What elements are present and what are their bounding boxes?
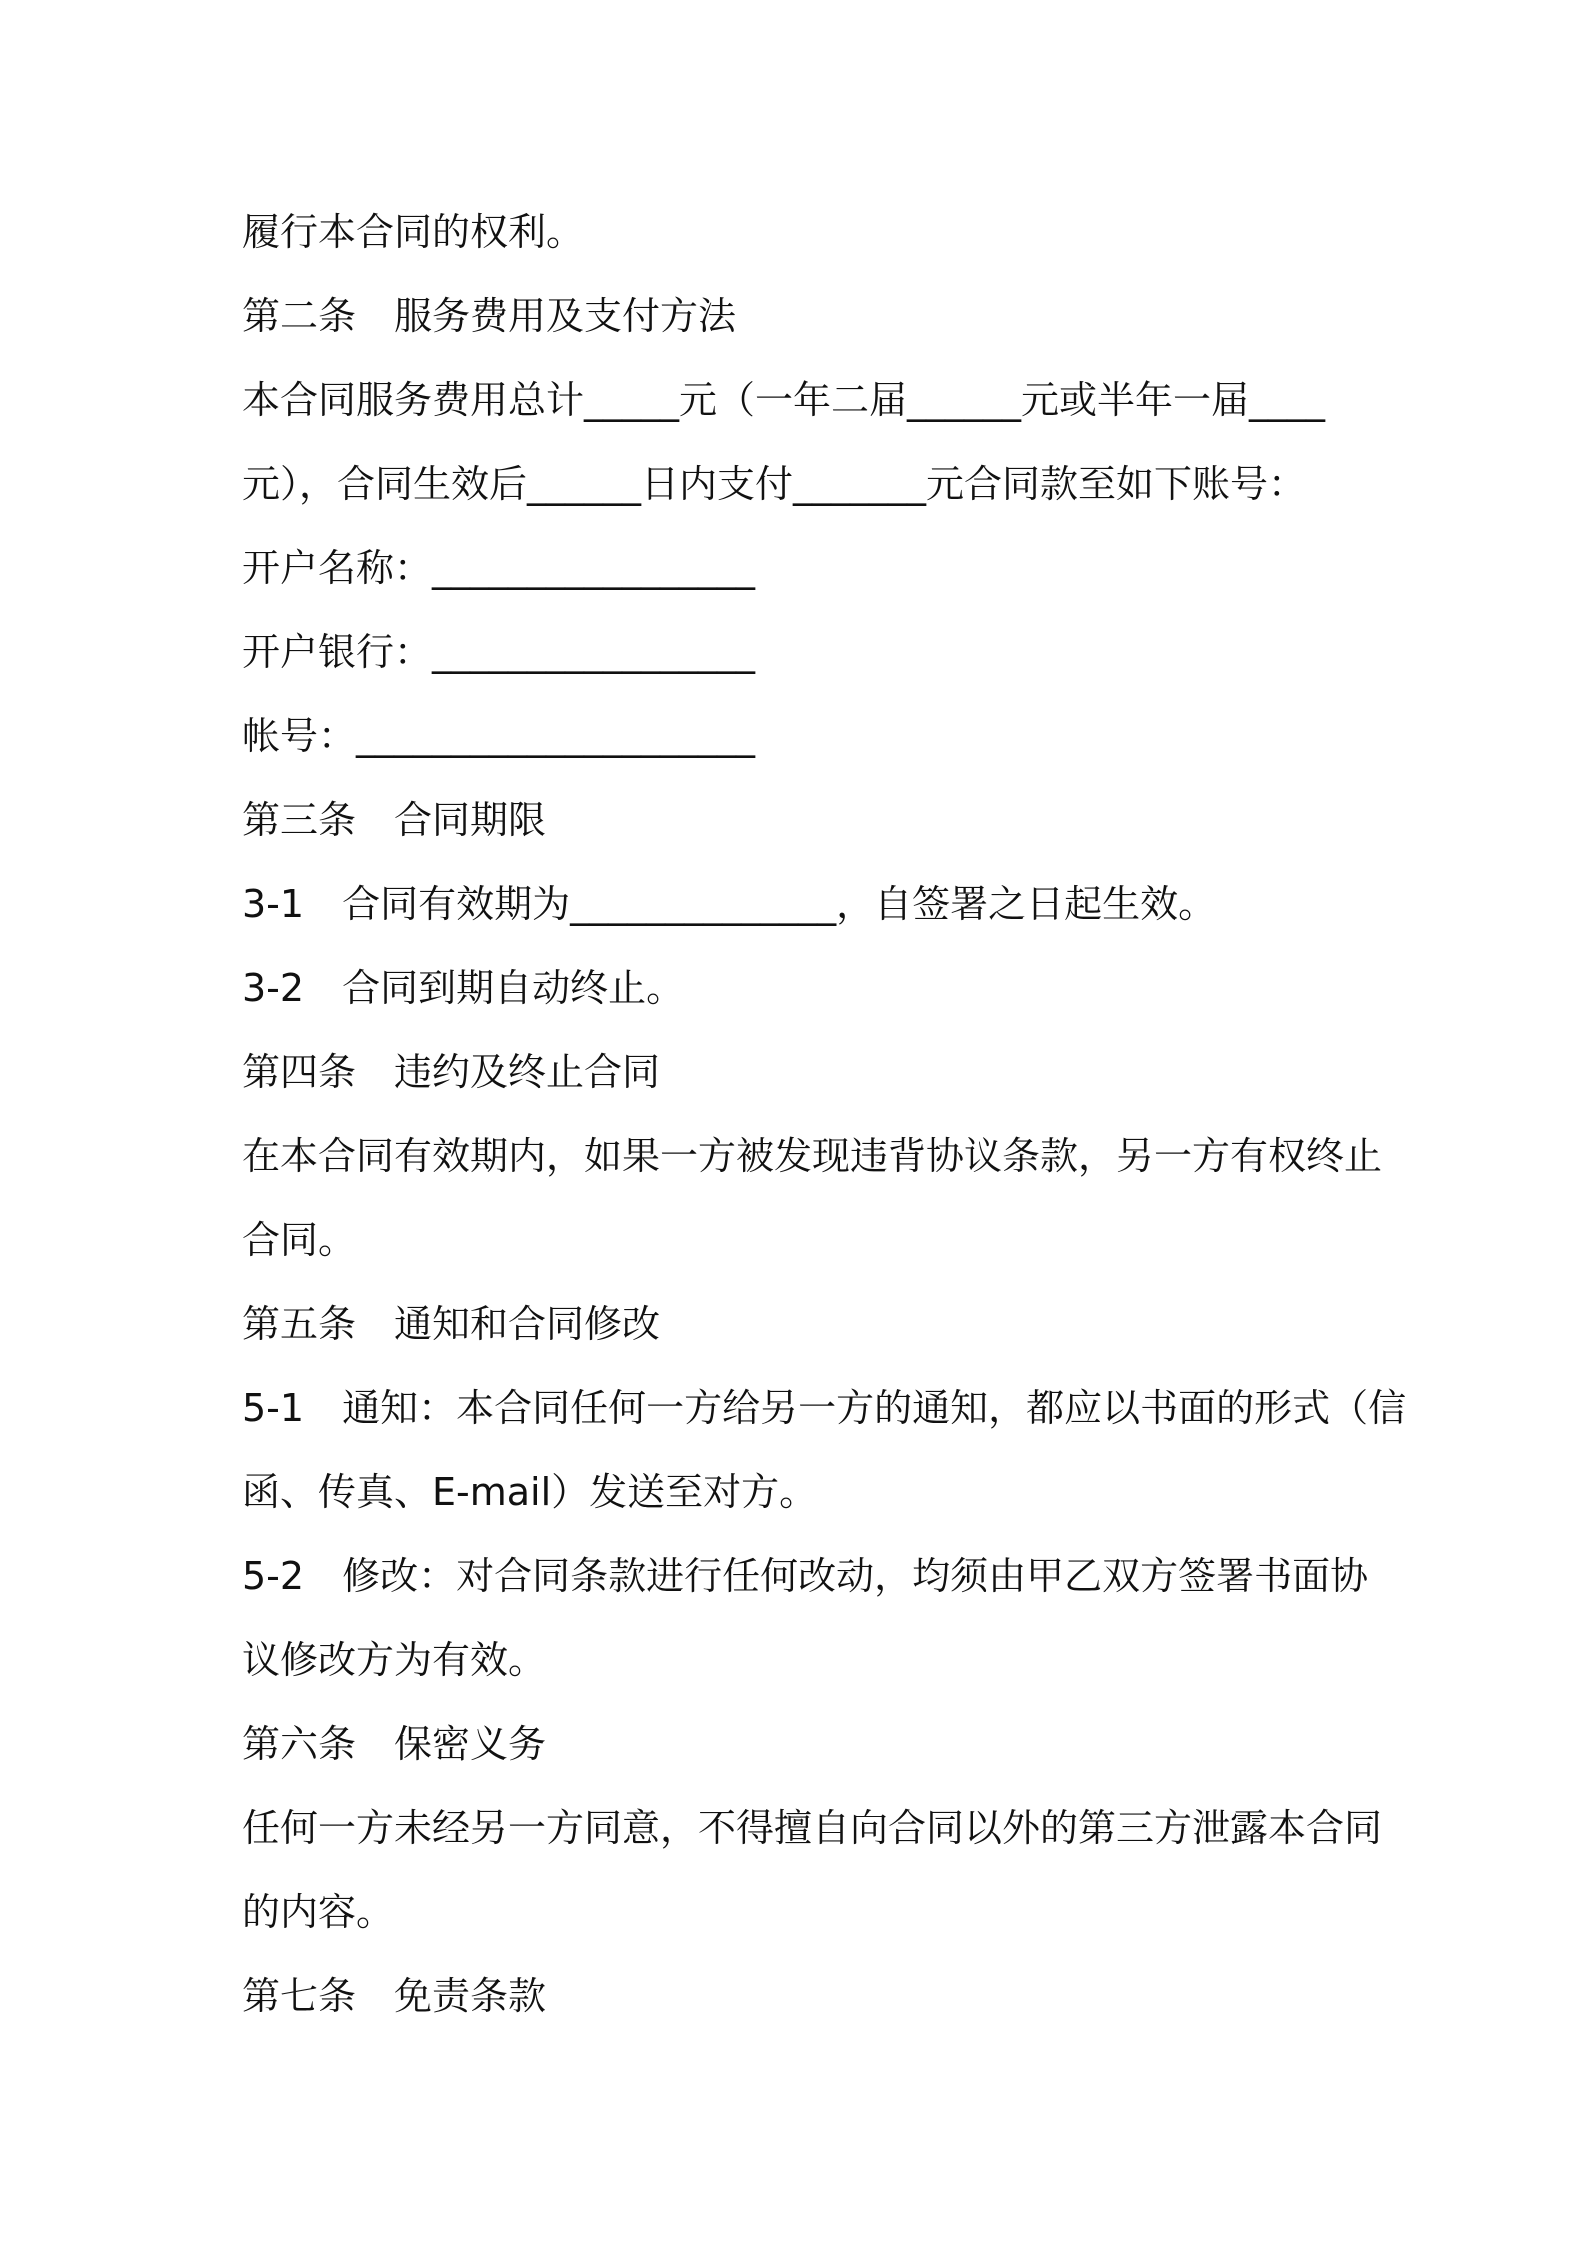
account-number-line: 帐号：_____________________ <box>242 714 756 758</box>
section-heading-3: 第三条 合同期限 <box>242 798 547 842</box>
clause-5-1: 5-1 通知：本合同任何一方给另一方的通知，都应以书面的形式（信 <box>242 1386 1407 1430</box>
text-line-3: 本合同服务费用总计_____元（一年二届______元或半年一届____ <box>242 378 1326 422</box>
bank-account-name-line: 开户名称：_________________ <box>242 546 756 590</box>
clause-5-1-continued: 函、传真、E-mail）发送至对方。 <box>242 1470 818 1514</box>
text-line-1: 履行本合同的权利。 <box>242 210 585 254</box>
document-body <box>242 190 1407 2038</box>
text-line-4: 元），合同生效后______日内支付_______元合同款至如下账号： <box>242 462 1307 506</box>
text-line-12: 在本合同有效期内，如果一方被发现违背协议条款，另一方有权终止 <box>242 1134 1383 1178</box>
text-line-20: 任何一方未经另一方同意，不得擅自向合同以外的第三方泄露本合同 <box>242 1806 1383 1850</box>
section-heading-5: 第五条 通知和合同修改 <box>242 1302 661 1346</box>
section-heading-7: 第七条 免责条款 <box>242 1974 547 2018</box>
clause-5-2: 5-2 修改：对合同条款进行任何改动，均须由甲乙双方签署书面协 <box>242 1554 1369 1598</box>
clause-3-1: 3-1 合同有效期为______________，自签署之日起生效。 <box>242 882 1217 926</box>
section-heading-6: 第六条 保密义务 <box>242 1722 547 1766</box>
clause-3-2: 3-2 合同到期自动终止。 <box>242 966 685 1010</box>
clause-5-2-continued: 议修改方为有效。 <box>242 1638 547 1682</box>
text-line-21: 的内容。 <box>242 1890 395 1934</box>
bank-name-line: 开户银行：_________________ <box>242 630 756 674</box>
section-heading-4: 第四条 违约及终止合同 <box>242 1050 661 1094</box>
section-heading-2: 第二条 服务费用及支付方法 <box>242 294 737 338</box>
text-line-13: 合同。 <box>242 1218 357 1262</box>
